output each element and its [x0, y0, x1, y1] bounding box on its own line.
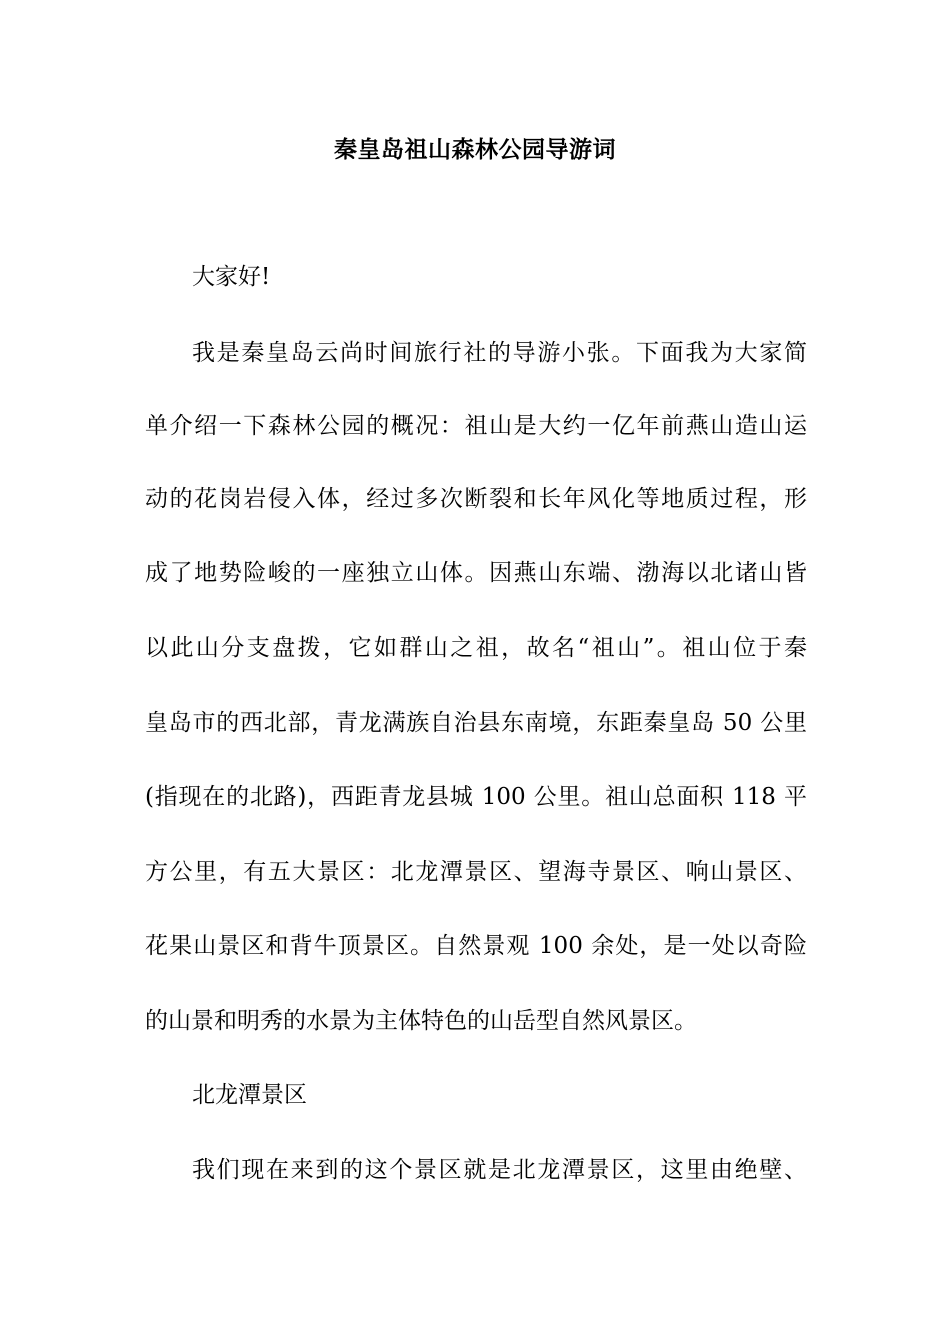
paragraph-line: 动的花岗岩侵入体，经过多次断裂和长年风化等地质过程，形 [145, 486, 807, 512]
paragraph-line: (指现在的北路)，西距青龙县城 100 公里。祖山总面积 118 平 [145, 784, 807, 810]
paragraph-line: 我是秦皇岛云尚时间旅行社的导游小张。下面我为大家简 [192, 340, 807, 366]
paragraph-line: 成了地势险峻的一座独立山体。因燕山东端、渤海以北诸山皆 [145, 560, 807, 586]
paragraph-line: 的山景和明秀的水景为主体特色的山岳型自然风景区。 [145, 1008, 697, 1034]
paragraph-line: 单介绍一下森林公园的概况：祖山是大约一亿年前燕山造山运 [145, 413, 807, 439]
section-heading: 北龙潭景区 [192, 1082, 307, 1108]
paragraph-line: 皇岛市的西北部，青龙满族自治县东南境，东距秦皇岛 50 公里 [145, 710, 807, 736]
paragraph-line: 方公里，有五大景区：北龙潭景区、望海寺景区、响山景区、 [145, 859, 807, 885]
paragraph-line: 以此山分支盘拨，它如群山之祖，故名“祖山”。祖山位于秦 [145, 635, 807, 661]
paragraph-line: 我们现在来到的这个景区就是北龙潭景区，这里由绝壁、 [192, 1157, 807, 1183]
greeting-line: 大家好! [192, 264, 271, 290]
document-title: 秦皇岛祖山森林公园导游词 [334, 137, 616, 163]
paragraph-line: 花果山景区和背牛顶景区。自然景观 100 余处，是一处以奇险 [145, 933, 807, 959]
